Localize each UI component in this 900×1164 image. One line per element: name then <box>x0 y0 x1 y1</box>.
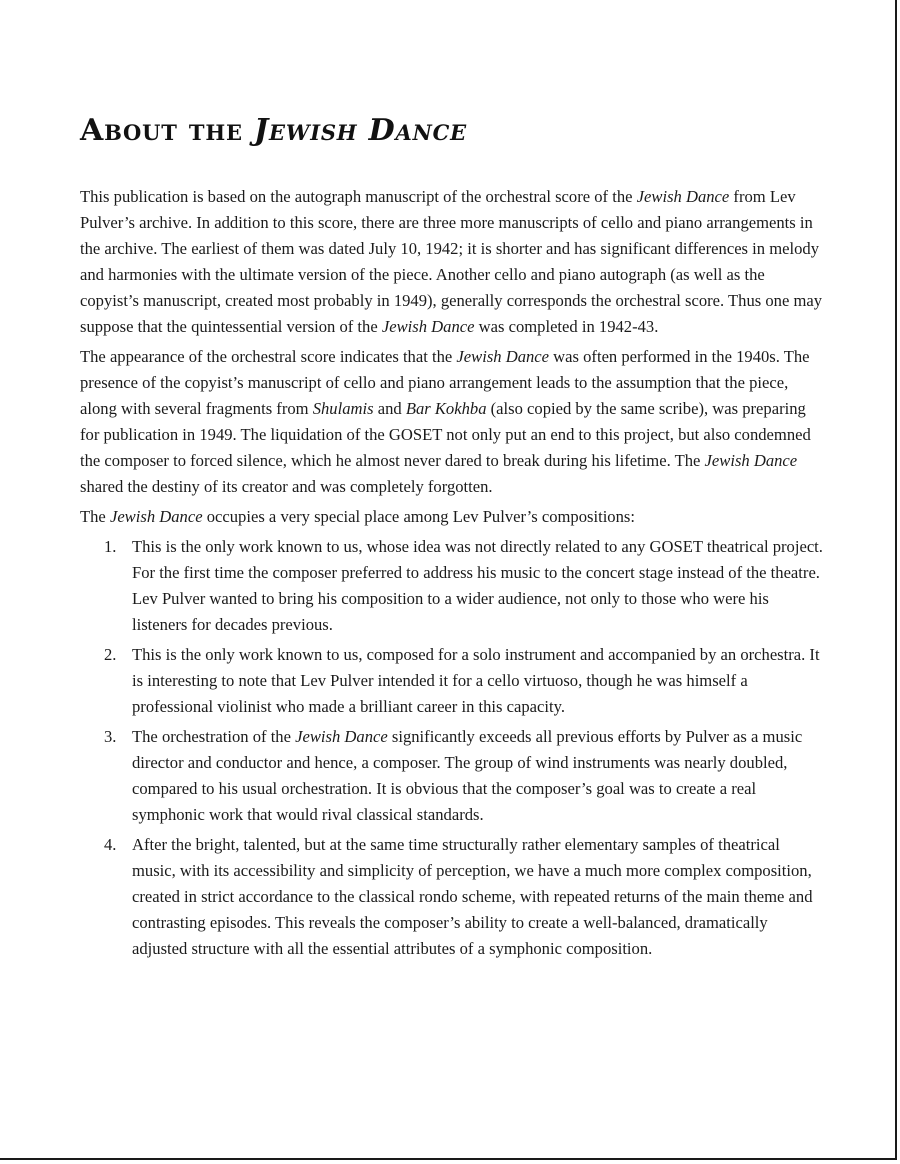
paragraph-1: This publication is based on the autograph manuscript of the orchestral score of the Jewish Dance from Lev Pulver’s archive. In addition to this score, there are three more manuscripts of cello and piano arrangements in the archive. The earliest of them was dated July 10, 1942; it is shorter and has significant differences in melody and harmonies with the ultimate version of the piece. Another cello and piano autograph (as well as the copyist’s manuscript, created most probably in 1949), generally corresponds the orchestral score. Thus one may suppose that the quintessential version of the Jewish Dance was completed in 1942-43. <box>80 187 823 336</box>
paragraph-3: The Jewish Dance occupies a very special place among Lev Pulver’s compositions: <box>80 507 635 526</box>
italic-title-text: Jewish Dance <box>636 187 730 206</box>
list-item <box>80 832 825 962</box>
title-prefix: About the <box>80 113 255 148</box>
italic-title-text: Jewish Dance <box>456 347 550 366</box>
list-item <box>80 724 825 828</box>
numbered-list <box>80 534 825 962</box>
list-item-text: This is the only work known to us, whose idea was not directly related to any GOSET theatrical project. For the first time the composer preferred to address his music to the concert stage instead of the theatre. Lev Pulver wanted to bring his composition to a wider audience, not only to those who were his listeners for decades previous. <box>132 537 823 634</box>
list-item <box>80 534 825 638</box>
list-item-number: 3. <box>104 727 117 746</box>
page-title <box>80 112 825 150</box>
paragraph-2: The appearance of the orchestral score indicates that the Jewish Dance was often performed in the 1940s. The presence of the copyist’s manuscript of cello and piano arrangement leads to the assumption that the piece, along with several fragments from Shulamis and Bar Kokhba (also copied by the same scribe), was preparing for publication in 1949. The liquidation of the GOSET not only put an end to this project, but also condemned the composer to forced silence, which he almost never dared to break during his lifetime. The Jewish Dance shared the destiny of its creator and was completely forgotten. <box>80 347 811 496</box>
document-content <box>80 112 825 966</box>
list-item-number: 2. <box>104 645 117 664</box>
list-item-text: After the bright, talented, but at the same time structurally rather elementary samples of theatrical music, with its accessibility and simplicity of perception, we have a much more complex composition, created in strict accordance to the classical rondo scheme, with repeated returns of the main theme and contrasting episodes. This reveals the composer’s ability to create a well-balanced, dramatically adjusted structure with all the essential attributes of a symphonic composition. <box>132 835 813 958</box>
italic-title-text: Jewish Dance <box>295 727 388 746</box>
italic-title-text: Jewish Dance <box>704 451 798 470</box>
title-italic: Jewish Dance <box>254 113 467 148</box>
list-item-text: The orchestration of the Jewish Dance significantly exceeds all previous efforts by Pulver as a music director and conductor and hence, a composer. The group of wind instruments was nearly doubled, compared to his usual orchestration. It is obvious that the composer’s goal was to create a real symphonic work that would rival classical standards. <box>132 727 803 824</box>
list-item-number: 4. <box>104 835 117 854</box>
italic-title-text: Shulamis <box>312 399 374 418</box>
italic-title-text: Jewish Dance <box>381 317 475 336</box>
list-item-text: This is the only work known to us, composed for a solo instrument and accompanied by an orchestra. It is interesting to note that Lev Pulver intended it for a cello virtuoso, though he was himself a professional violinist who made a brilliant career in this capacity. <box>132 645 820 716</box>
italic-title-text: Bar Kokhba <box>405 399 487 418</box>
list-item <box>80 642 825 720</box>
list-item-number: 1. <box>104 537 117 556</box>
italic-title-text: Jewish Dance <box>109 507 203 526</box>
